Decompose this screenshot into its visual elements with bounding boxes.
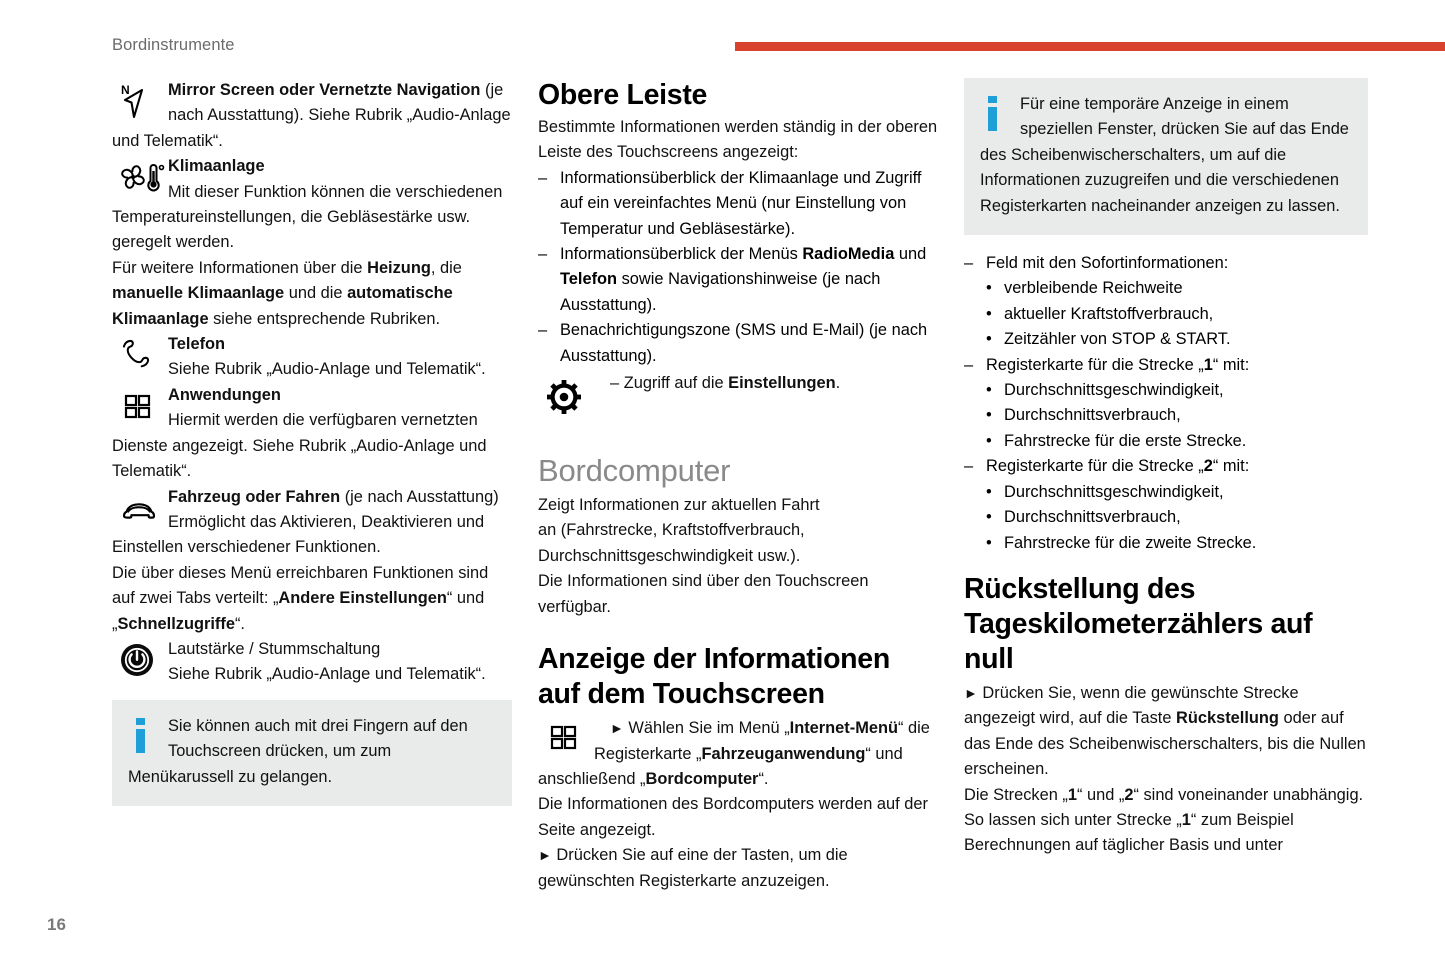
tabs-b2: Schnellzugriffe — [117, 614, 235, 633]
tabs-p1: Die über dieses Menü erreichbaren Funktionen sind auf zwei Tabs verteilt: „ — [112, 563, 489, 608]
dash-marker: – — [538, 245, 548, 264]
step-marker: ► — [538, 847, 552, 864]
info-icon — [980, 92, 1020, 142]
dash-marker: – — [538, 321, 548, 340]
list-item-text: Benachrichtigungszone (SMS und E-Mail) (je nach Ausstattung). — [560, 321, 928, 365]
bordcomputer-line-2: Durchschnittsgeschwindigkeit usw.). — [538, 546, 801, 565]
list-item-pre: Registerkarte für die Strecke „ — [986, 457, 1204, 476]
para2-p1: Die Strecken „ — [964, 785, 1068, 804]
para3-b1: 1 — [1181, 810, 1191, 829]
list-item-post: “ mit: — [1212, 355, 1250, 374]
bordcomputer-line-3: Die Informationen sind über den Touchscreen — [538, 572, 869, 591]
step1-b1: Internet-Menü — [789, 719, 899, 738]
heizung-p4: siehe entsprechende Rubriken. — [208, 309, 441, 328]
list-item-text: Fahrstrecke für die zweite Strecke. — [1004, 533, 1257, 552]
bordcomputer-body — [538, 493, 938, 620]
gear-p2: . — [835, 374, 841, 393]
list-item-sub — [964, 531, 1368, 556]
gear-marker: – — [610, 374, 620, 393]
heizung-p2: , die — [430, 258, 462, 277]
bullet-marker: • — [986, 330, 992, 349]
tabs-b1: Andere Einstellungen — [278, 589, 447, 608]
tabs-p3: “. — [234, 614, 245, 633]
car-front-icon — [112, 485, 168, 535]
list-item — [964, 251, 1368, 276]
list-item-bold: 2 — [1203, 457, 1213, 476]
list-item-text: Fahrstrecke für die erste Strecke. — [1004, 431, 1247, 450]
obere-leiste-list — [538, 166, 938, 369]
entry-mirror-heading: Mirror Screen oder Vernetzte Navigation — [168, 81, 481, 99]
dash2-b1: RadioMedia — [802, 245, 895, 264]
list-item-sub — [964, 378, 1368, 403]
heizung-b2: manuelle Klimaanlage — [112, 284, 285, 303]
dash-marker: – — [964, 254, 974, 273]
fahrzeug-heading-rest: (je nach Ausstattung) — [340, 487, 499, 506]
entry-klimaanlage — [112, 154, 512, 256]
infobox-temporaere-anzeige-text: Für eine temporäre Anzeige in einem speziellen Fenster, drücken Sie auf das Ende des Scheibenwischerschalters, um auf die Informationen zuzugreifen und die verschiedenen Registerkarten nacheinander anzeigen zu lassen. — [980, 95, 1349, 215]
apps-grid-icon — [112, 383, 168, 433]
step-marker: ► — [610, 720, 624, 737]
para2-b2: 2 — [1124, 785, 1134, 804]
lautstaerke-line2: Siehe Rubrik „Audio-Anlage und — [168, 665, 403, 684]
step-rueckstellung — [964, 681, 1368, 783]
step1-p2: “ die Registerkarte „ — [594, 719, 930, 763]
list-item-text: Durchschnittsgeschwindigkeit, — [1004, 381, 1224, 400]
bordcomputer-line-1: an (Fahrstrecke, Kraftstoffverbrauch, — [538, 521, 805, 540]
list-item — [538, 318, 938, 369]
bullet-marker: • — [986, 431, 992, 450]
dash2-p1: Informationsüberblick der Menüs — [560, 245, 803, 264]
anwendungen-line1: Hiermit werden die verfügbaren — [168, 411, 397, 430]
gear-p1: Zugriff auf die — [623, 374, 729, 393]
bordcomputer-line-0: Zeigt Informationen zur aktuellen Fahrt — [538, 496, 820, 515]
list-item-sub — [964, 327, 1368, 352]
header-red-rule — [735, 42, 1445, 51]
heizung-p1: Für weitere Informationen über die — [112, 258, 368, 277]
entry-fahrzeug — [112, 485, 512, 561]
middle-column — [538, 78, 938, 894]
entry-klima-body: verschiedenen Temperatureinstellungen, die Gebläsestärke usw. geregelt werden. — [112, 182, 503, 252]
list-item-sub — [964, 429, 1368, 454]
gear-b1: Einstellungen — [728, 374, 836, 393]
svg-text:N: N — [121, 83, 130, 97]
list-item-text: Feld mit den Sofortinformationen: — [986, 254, 1229, 273]
fahrzeug-line1: Ermöglicht das Aktivieren, Deaktivieren und Einstellen verschiedener Funktionen. — [112, 512, 485, 557]
rueck-p1: Drücken Sie, wenn die gewünschte Strecke angezeigt wird, auf die Taste — [964, 683, 1299, 728]
step-registerkarte — [538, 843, 938, 894]
para2-p2: “ und „ — [1076, 785, 1125, 804]
heading-bordcomputer: Bordcomputer — [538, 453, 731, 489]
page-header — [0, 0, 1445, 66]
lautstaerke-line3: Telematik“. — [406, 665, 486, 684]
list-item — [538, 242, 938, 318]
entry-anwendungen — [112, 383, 512, 485]
rueck-b1: Rückstellung — [1176, 709, 1279, 728]
fahrzeug-heading: Fahrzeug oder Fahren — [168, 487, 341, 506]
heading-anzeige-informationen: Anzeige der Informationen auf dem Touchscreen — [538, 643, 890, 711]
dash2-b2: Telefon — [560, 270, 618, 289]
bullet-marker: • — [986, 533, 992, 552]
para2-p3: “ sind voneinander unabhängig. — [1133, 785, 1364, 804]
rueck-p2: oder auf das Ende des Scheibenwischerschalters, bis die Nullen erscheinen. — [964, 709, 1366, 779]
bullet-marker: • — [986, 508, 992, 527]
paragraph-tabs — [112, 561, 512, 637]
step1-p1: Wählen Sie im Menü „ — [628, 719, 790, 738]
bullet-marker: • — [986, 381, 992, 400]
step-internet-menu — [538, 716, 938, 792]
entry-mirror-heading-rest: (je nach Ausstattung). — [168, 81, 504, 125]
infobox-menukarussell — [112, 700, 512, 806]
list-item-sub — [964, 505, 1368, 530]
list-item — [538, 166, 938, 242]
heading-rueckstellung: Rückstellung des Tageskilometerzählers auf null — [964, 572, 1313, 675]
bordcomputer-line-4: verfügbar. — [538, 597, 611, 616]
list-item-sub — [964, 276, 1368, 301]
entry-klima-body-line1: Mit dieser Funktion können die — [168, 182, 392, 201]
step-marker: ► — [964, 684, 978, 701]
paragraph-beispiel — [964, 808, 1368, 859]
dash2-p2: und — [894, 245, 927, 264]
step-internet-menu-after: Die Informationen des Bordcomputers werden auf der Seite angezeigt. — [538, 795, 928, 839]
list-item-bold: 1 — [1203, 355, 1213, 374]
list-item-text: verbleibende Reichweite — [1004, 279, 1183, 298]
para3-p1: So lassen sich unter Strecke „ — [964, 810, 1182, 829]
apps-grid-icon — [538, 716, 594, 766]
list-item-sub — [964, 302, 1368, 327]
entry-mirror-body: Siehe Rubrik „Audio-Anlage und Telematik“. — [112, 106, 511, 150]
dash-marker: – — [538, 168, 548, 187]
phone-icon — [112, 332, 168, 382]
entry-einstellungen — [538, 371, 938, 421]
infobox-temporaere-anzeige — [964, 78, 1368, 235]
climate-fan-thermometer-icon — [112, 154, 168, 204]
heizung-b3: automatische Klimaanlage — [112, 284, 453, 328]
lautstaerke-line1: Lautstärke / Stummschaltung — [168, 639, 381, 658]
entry-klima-heading: Klimaanlage — [168, 157, 265, 176]
list-item-sub — [964, 403, 1368, 428]
power-button-icon — [112, 637, 168, 687]
list-item-text: Informationsüberblick der Klimaanlage und Zugriff auf ein vereinfachtes Menü (nur Einstellung von Temperatur und Gebläsestärke). — [560, 168, 922, 238]
dash-marker: – — [964, 355, 974, 374]
paragraph-strecken-unabhaengig — [964, 783, 1368, 808]
left-column — [112, 78, 512, 894]
list-item-text: Zeitzähler von STOP & START. — [1004, 330, 1231, 349]
paragraph-heizung — [112, 256, 512, 332]
para2-b1: 1 — [1067, 785, 1077, 804]
list-item-text: Durchschnittsverbrauch, — [1004, 406, 1181, 425]
bordcomputer-info-list — [964, 251, 1368, 556]
step1-p3: “ und anschließend „ — [538, 744, 903, 788]
navigation-arrow-icon — [112, 78, 168, 128]
anwendungen-heading: Anwendungen — [168, 385, 281, 404]
page-header-title: Bordinstrumente — [112, 36, 235, 54]
heizung-p3: und die — [284, 284, 348, 303]
list-item-pre: Registerkarte für die Strecke „ — [986, 355, 1204, 374]
list-item-sub — [964, 480, 1368, 505]
info-icon — [128, 714, 168, 764]
anwendungen-line2: vernetzten Dienste angezeigt. — [112, 411, 478, 455]
list-item — [964, 454, 1368, 479]
telefon-line2: Telematik“. — [406, 360, 486, 379]
entry-telefon — [112, 332, 512, 383]
bullet-marker: • — [986, 482, 992, 501]
page-columns — [112, 78, 1412, 894]
step1-b3: Bordcomputer — [645, 769, 759, 788]
anwendungen-line3: Siehe Rubrik „Audio-Anlage und Telematik“. — [112, 436, 487, 481]
list-item-post: “ mit: — [1212, 457, 1250, 476]
list-item-text: Durchschnittsverbrauch, — [1004, 508, 1181, 527]
page-number: 16 — [47, 915, 66, 934]
bullet-marker: • — [986, 279, 992, 298]
bullet-marker: • — [986, 406, 992, 425]
infobox-menukarussell-text: Sie können auch mit drei Fingern auf den Touchscreen drücken, um zum Menükarussell zu gelangen. — [128, 716, 468, 786]
list-item-text: aktueller Kraftstoffverbrauch, — [1004, 304, 1214, 323]
heizung-b1: Heizung — [367, 258, 431, 277]
right-column — [964, 78, 1368, 894]
tabs-p2: “ und „ — [112, 589, 485, 633]
step2-text: Drücken Sie auf eine der Tasten, um die gewünschten Registerkarte anzuzeigen. — [538, 846, 848, 890]
entry-mirror-screen — [112, 78, 512, 154]
gear-icon — [538, 371, 594, 421]
list-item — [964, 353, 1368, 378]
para3-p2: “ zum Beispiel Berechnungen auf täglicher Basis und unter — [964, 810, 1294, 855]
telefon-line1: Siehe Rubrik „Audio-Anlage und — [168, 360, 403, 379]
step1-p4: “. — [758, 769, 769, 788]
dash-marker: – — [964, 457, 974, 476]
obere-leiste-intro: Bestimmte Informationen werden ständig in der oberen Leiste des Touchscreens angezeigt: — [538, 118, 938, 162]
heading-obere-leiste: Obere Leiste — [538, 79, 708, 111]
dash2-p3: sowie Navigationshinweise (je nach Ausstattung). — [560, 270, 881, 314]
bullet-marker: • — [986, 304, 992, 323]
entry-lautstaerke — [112, 637, 512, 688]
telefon-heading: Telefon — [168, 335, 226, 354]
step1-b2: Fahrzeuganwendung — [701, 744, 866, 763]
list-item-text: Durchschnittsgeschwindigkeit, — [1004, 482, 1224, 501]
